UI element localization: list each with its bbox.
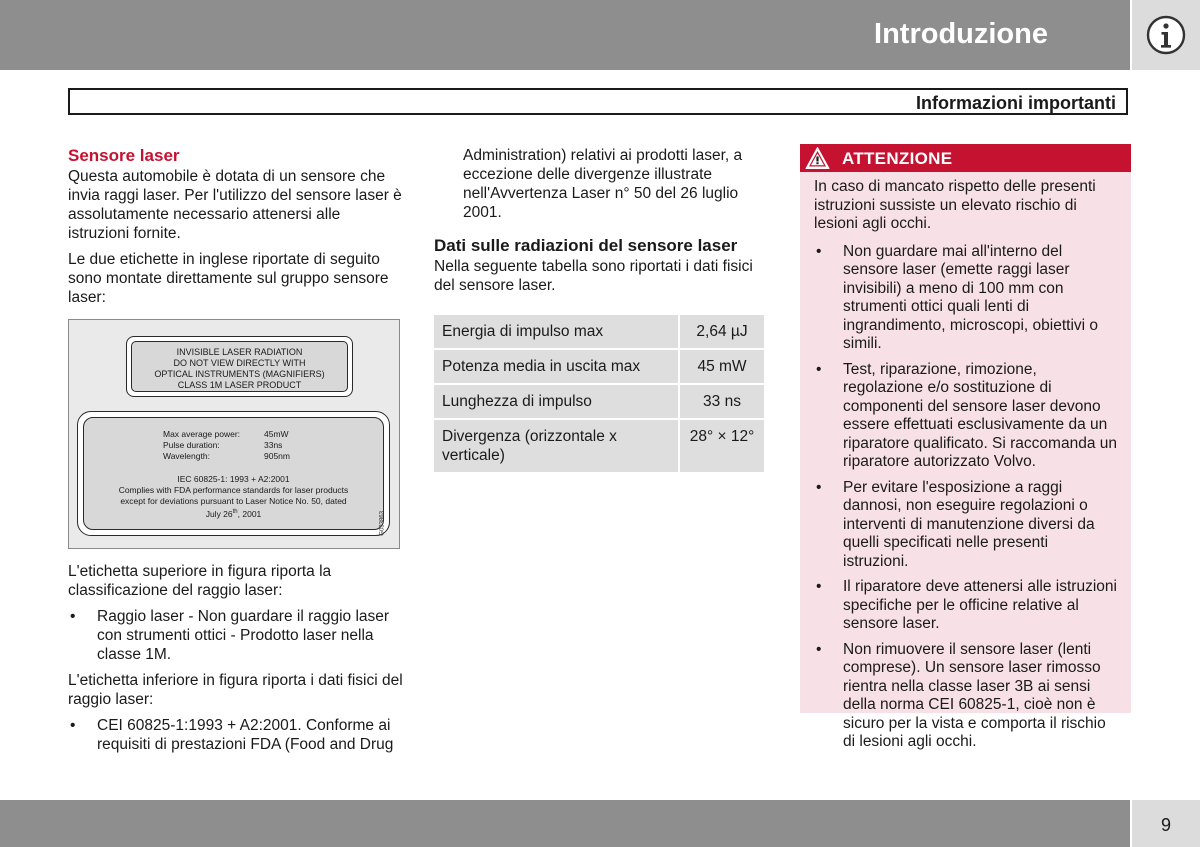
warning-item: • Test, riparazione, rimozione, regolazione e/o sostituzione di componenti del sensore laser devono essere effettuati esclusivamente da un riparatore qualificato. Si raccomanda un riparatore autorizzato Volvo.	[814, 361, 1117, 472]
bullet-list	[68, 607, 403, 664]
label-text: CLASS 1M LASER PRODUCT	[177, 380, 302, 390]
table-cell-value: 28° × 12°	[680, 420, 764, 472]
label-spec-grid	[163, 429, 324, 462]
warning-item: • Il riparatore deve attenersi alle istruzioni specifiche per le officine relative al sensore laser.	[814, 578, 1117, 634]
paragraph: Questa automobile è dotata di un sensore che invia raggi laser. Per l'utilizzo del sensore laser è assolutamente necessario attenersi alle istruzioni fornite.	[68, 168, 402, 242]
label-text: OPTICAL INSTRUMENTS (MAGNIFIERS)	[154, 369, 325, 379]
section-header	[68, 88, 1128, 115]
table-row	[434, 420, 764, 472]
label-spec-value: 33ns	[264, 440, 283, 450]
label-spec-value: 905nm	[264, 451, 290, 461]
label-text: except for deviations pursuant to Laser Notice No. 50, dated	[120, 496, 347, 506]
chapter-title: Introduzione	[874, 18, 1048, 50]
label-text: DO NOT VIEW DIRECTLY WITH	[173, 358, 306, 368]
label-text: Complies with FDA performance standards for laser products	[118, 485, 349, 495]
list-item: • Raggio laser - Non guardare il raggio laser con strumenti ottici - Prodotto laser nella classe 1M.	[68, 607, 403, 664]
heading-sensore-laser: Sensore laser	[68, 146, 180, 165]
paragraph: L'etichetta inferiore in figura riporta i dati fisici del raggio laser:	[68, 672, 403, 708]
warning-box	[800, 144, 1131, 750]
warning-item: • Per evitare l'esposizione a raggi dannosi, non eseguire regolazioni o interventi di manutenzione diversi da quelli specificati nelle presenti istruzioni.	[814, 479, 1117, 572]
label-laser-data	[77, 411, 390, 536]
paragraph-continuation: Administration) relativi ai prodotti laser, a eccezione delle divergenze illustrate nell'Avvertenza Laser n° 50 del 26 luglio 2001.	[463, 147, 743, 221]
paragraph: Le due etichette in inglese riportate di seguito sono montate direttamente sul gruppo sensore laser:	[68, 251, 389, 306]
warning-list	[814, 243, 1117, 752]
list-item: • CEI 60825-1:1993 + A2:2001. Conforme ai requisiti di prestazioni FDA (Food and Drug	[68, 716, 403, 754]
label-text: INVISIBLE LASER RADIATION	[176, 347, 303, 357]
left-column	[68, 146, 403, 761]
label-spec-name: Pulse duration:	[163, 440, 220, 450]
label-text: July 26	[205, 508, 233, 519]
label-class-1m	[126, 336, 353, 397]
page-number: 9	[1160, 815, 1171, 835]
table-row	[434, 315, 764, 348]
label-text: , 2001	[237, 508, 262, 519]
table-cell-param: Divergenza (orizzontale x verticale)	[434, 420, 678, 472]
footer-bar	[0, 800, 1130, 847]
warning-intro: In caso di mancato rispetto delle presenti istruzioni sussiste un elevato rischio di lesioni agli occhi.	[814, 178, 1096, 232]
warning-body	[800, 172, 1131, 752]
label-text: th	[232, 509, 238, 515]
table-cell-param: Energia di impulso max	[434, 315, 678, 348]
header-icon-box	[1132, 0, 1200, 70]
header-bar	[0, 0, 1130, 70]
page-number-box	[1132, 800, 1200, 847]
paragraph: L'etichetta superiore in figura riporta la classificazione del raggio laser:	[68, 563, 332, 599]
label-date	[84, 507, 383, 520]
table-row	[434, 350, 764, 383]
paragraph: Nella seguente tabella sono riportati i dati fisici del sensore laser.	[434, 258, 753, 294]
info-icon	[1146, 15, 1186, 55]
laser-data-table	[432, 313, 766, 474]
label-spec-value: 45mW	[264, 429, 289, 439]
table-cell-param: Potenza media in uscita max	[434, 350, 678, 383]
laser-labels-figure	[68, 319, 400, 549]
table-cell-value: 45 mW	[680, 350, 764, 383]
label-spec-name: Wavelength:	[163, 451, 210, 461]
label-text: IEC 60825-1: 1993 + A2:2001	[177, 474, 290, 484]
warning-title: ATTENZIONE	[842, 149, 953, 168]
heading-radiation-data: Dati sulle radiazioni del sensore laser	[434, 236, 738, 255]
section-title: Informazioni importanti	[916, 93, 1116, 113]
warning-item: • Non guardare mai all'interno del sensore laser (emette raggi laser invisibili) a meno di 100 mm con strumenti ottici quali lenti di ingrandimento, microscopi, obiettivi o simili.	[814, 243, 1117, 354]
bullet-list	[68, 716, 403, 754]
figure-code: G033863	[380, 511, 386, 536]
table-cell-value: 2,64 µJ	[680, 315, 764, 348]
warning-triangle-icon	[805, 146, 830, 170]
label-spec-name: Max average power:	[163, 429, 241, 439]
table-cell-param: Lunghezza di impulso	[434, 385, 678, 418]
warning-item: • Non rimuovere il sensore laser (lenti comprese). Un sensore laser rimosso rientra nella classe laser 3B ai sensi della norma CEI 60825-1, cioè non è sicuro per la vista e comporta il rischio di lesioni agli occhi.	[814, 641, 1117, 752]
table-row	[434, 385, 764, 418]
label-compliance-text	[84, 474, 383, 520]
middle-column	[434, 146, 769, 474]
warning-header	[800, 144, 1131, 172]
table-cell-value: 33 ns	[680, 385, 764, 418]
